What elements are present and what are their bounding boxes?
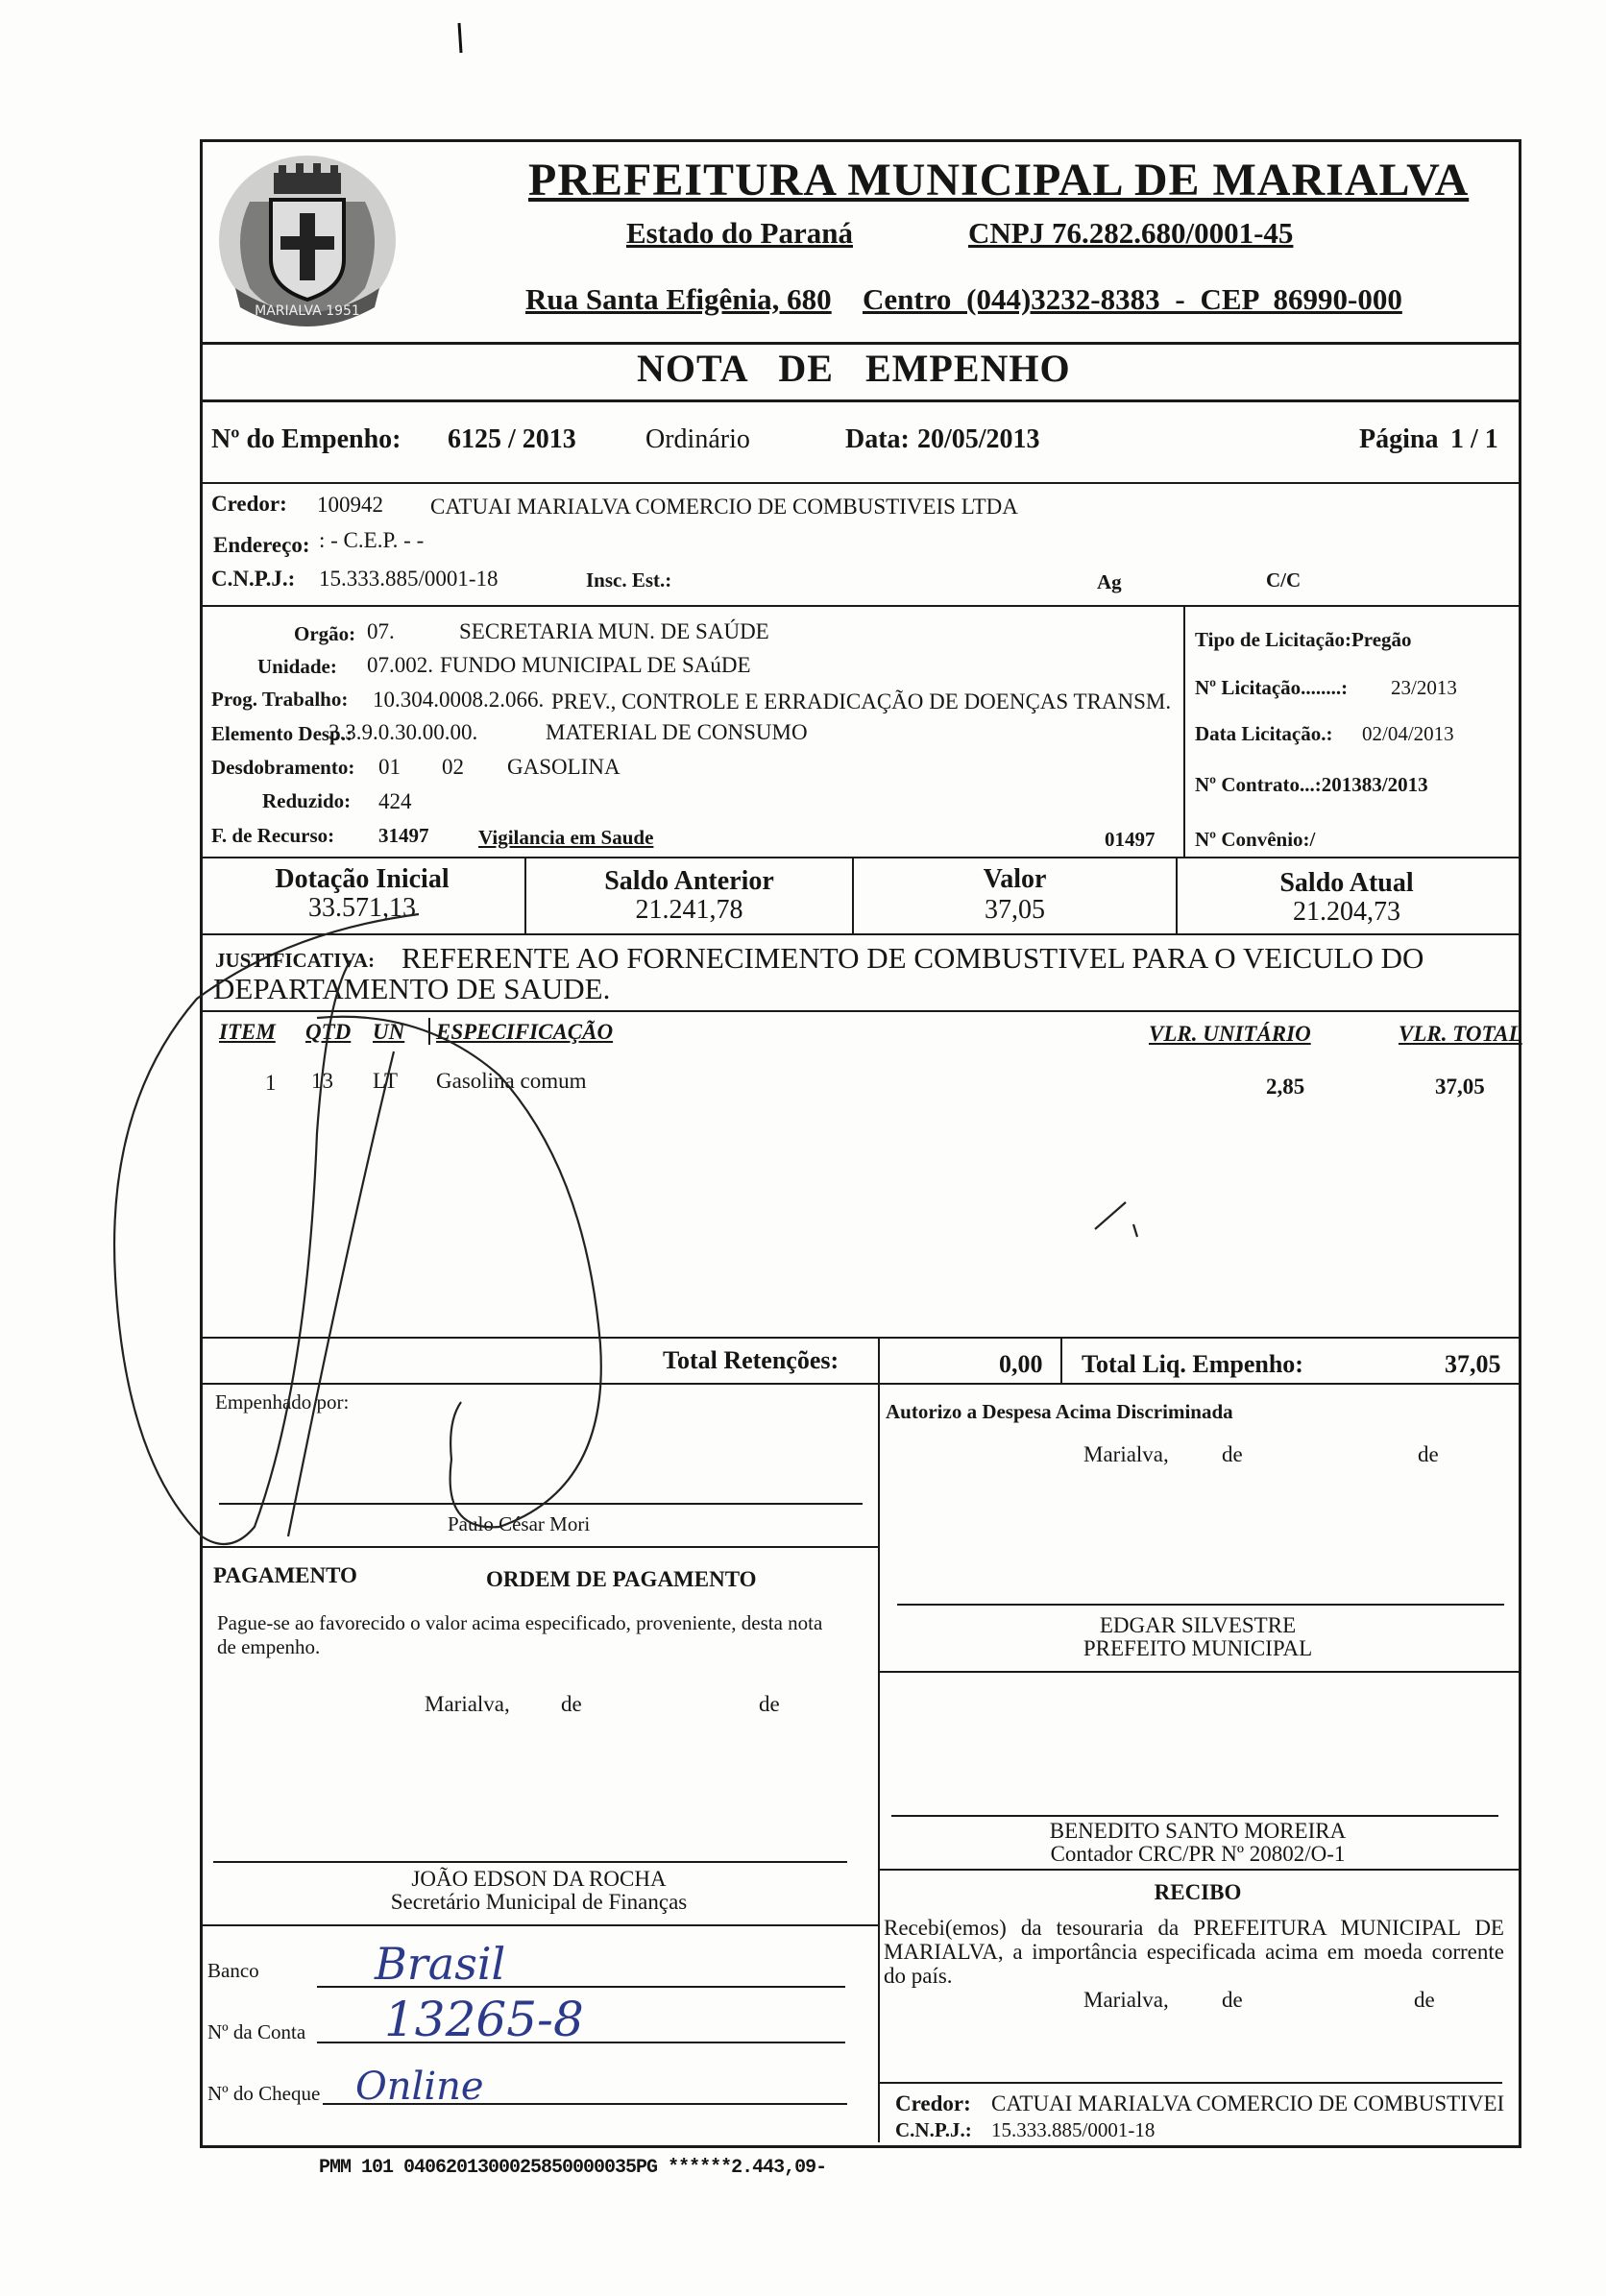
- header-cnpj: CNPJ 76.282.680/0001-45: [968, 216, 1294, 250]
- credor-cnpj: 15.333.885/0001-18: [319, 567, 499, 591]
- header-title: PREFEITURA MUNICIPAL DE MARIALVA: [528, 155, 1470, 205]
- total-liquido-value: 37,05: [1445, 1350, 1501, 1378]
- footer-credor: CATUAI MARIALVA COMERCIO DE COMBUSTIVEI: [991, 2091, 1505, 2115]
- row-vlr-unit: 2,85: [1266, 1075, 1305, 1099]
- ordem-pagamento-label: ORDEM DE PAGAMENTO: [486, 1567, 757, 1591]
- footer-cnpj: 15.333.885/0001-18: [991, 2118, 1156, 2141]
- prefeito-role: PREFEITO MUNICIPAL: [1083, 1636, 1313, 1660]
- pagamento-de1: de: [561, 1692, 582, 1716]
- elemento-name: MATERIAL DE CONSUMO: [546, 720, 808, 744]
- prog-label: Prog. Trabalho:: [211, 688, 349, 711]
- dotacao-value: 33.571,13: [308, 893, 416, 923]
- cheque-label: Nº do Cheque: [207, 2082, 321, 2105]
- data-licitacao: 02/04/2013: [1362, 722, 1454, 745]
- row-un: LT: [373, 1069, 398, 1093]
- conta-value: 13265-8: [384, 1992, 584, 2047]
- saldo-atual-label: Saldo Atual: [1279, 868, 1414, 898]
- unidade-name: FUNDO MUNICIPAL DE SAúDE: [440, 653, 751, 677]
- ag-label: Ag: [1097, 570, 1122, 593]
- autorizo-de1: de: [1222, 1442, 1243, 1466]
- empenho-number: 6125 / 2013: [448, 424, 576, 454]
- pagamento-place: Marialva,: [425, 1692, 510, 1716]
- banco-value: Brasil: [375, 1938, 506, 1990]
- insc-est-label: Insc. Est.:: [586, 568, 672, 592]
- machine-line: PMM 101 0406201300025850000035PG ******2.443,09-: [319, 2157, 827, 2179]
- recurso-ref: 01497: [1105, 828, 1156, 851]
- saldo-anterior-value: 21.241,78: [635, 895, 743, 925]
- valor-value: 37,05: [985, 895, 1045, 925]
- empenho-date: 20/05/2013: [917, 424, 1040, 454]
- autorizo-de2: de: [1418, 1442, 1439, 1466]
- total-retencoes-value: 0,00: [999, 1350, 1043, 1378]
- coat-of-arms-text: MARIALVA 1951: [255, 303, 360, 319]
- empenho-page: 1 / 1: [1450, 424, 1498, 454]
- empenho-page-label: Página: [1359, 424, 1439, 454]
- banco-label: Banco: [207, 1959, 259, 1982]
- contador-role: Contador CRC/PR Nº 20802/O-1: [1050, 1842, 1346, 1866]
- empenho-type: Ordinário: [645, 424, 750, 454]
- saldo-atual-value: 21.204,73: [1293, 897, 1400, 927]
- col-header-vlr-total: VLR. TOTAL: [1399, 1022, 1522, 1046]
- col-header-item: ITEM: [219, 1020, 276, 1044]
- valor-label: Valor: [983, 864, 1047, 894]
- prefeito-name: EDGAR SILVESTRE: [1099, 1613, 1297, 1637]
- orgao-label: Orgão:: [294, 622, 356, 645]
- total-liquido-label: Total Liq. Empenho:: [1082, 1350, 1303, 1378]
- recurso-label: F. de Recurso:: [211, 824, 335, 847]
- orgao-code: 07.: [367, 619, 395, 643]
- desdobramento-b: 02: [442, 755, 464, 779]
- elemento-code: 3.3.9.0.30.00.00.: [328, 720, 478, 744]
- contrato: Nº Contrato...:201383/2013: [1195, 773, 1428, 796]
- cheque-value: Online: [355, 2065, 484, 2109]
- row-vlr-total: 37,05: [1435, 1075, 1485, 1099]
- pagamento-label: PAGAMENTO: [213, 1563, 357, 1587]
- row-qtd: 13: [311, 1069, 333, 1093]
- recibo-de2: de: [1414, 1988, 1435, 2012]
- row-espec: Gasolina comum: [436, 1069, 587, 1093]
- data-licitacao-label: Data Licitação.:: [1195, 722, 1333, 745]
- prog-code: 10.304.0008.2.066.: [373, 688, 545, 712]
- empenho-date-label: Data:: [845, 424, 910, 454]
- elemento-label: Elemento Desp.:: [211, 722, 353, 745]
- unidade-label: Unidade:: [257, 655, 337, 678]
- contador-name: BENEDITO SANTO MOREIRA: [1049, 1819, 1347, 1843]
- credor-name: CATUAI MARIALVA COMERCIO DE COMBUSTIVEIS LTDA: [430, 495, 1018, 519]
- recurso-code: 31497: [378, 824, 429, 847]
- col-header-qtd: QTD: [305, 1020, 352, 1044]
- pagamento-text: Pague-se ao favorecido o valor acima especificado, proveniente, desta nota de empenho.: [217, 1611, 823, 1658]
- col-header-vlr-unit: VLR. UNITÁRIO: [1149, 1022, 1311, 1046]
- justificativa-line1: REFERENTE AO FORNECIMENTO DE COMBUSTIVEL PARA O VEICULO DO: [402, 941, 1424, 975]
- conta-label: Nº da Conta: [207, 2020, 306, 2043]
- recurso-name: Vigilancia em Saude: [478, 826, 654, 849]
- pagamento-de2: de: [759, 1692, 780, 1716]
- desdobramento-label: Desdobramento:: [211, 756, 355, 779]
- numero-licitacao: 23/2013: [1391, 676, 1457, 699]
- prog-name: PREV., CONTROLE E ERRADICAÇÃO DE DOENÇAS TRANSM.: [551, 689, 1172, 713]
- empenhado-label: Empenhado por:: [215, 1390, 350, 1414]
- recibo-label: RECIBO: [1154, 1880, 1242, 1904]
- reduzido-label: Reduzido:: [262, 789, 352, 812]
- unidade-code: 07.002.: [367, 653, 433, 677]
- secretario-name: JOÃO EDSON DA ROCHA: [411, 1867, 667, 1891]
- cc-label: C/C: [1266, 568, 1302, 592]
- desdobramento-name: GASOLINA: [507, 755, 620, 779]
- credor-label: Credor:: [211, 492, 287, 516]
- autorizo-label: Autorizo a Despesa Acima Discriminada: [886, 1400, 1233, 1423]
- empenho-number-label: Nº do Empenho:: [211, 424, 402, 454]
- total-retencoes-label: Total Retenções:: [663, 1346, 840, 1374]
- convenio: Nº Convênio:/: [1195, 828, 1316, 851]
- header-address: Rua Santa Efigênia, 680: [525, 282, 832, 316]
- empenhado-name: Paulo César Mori: [448, 1512, 591, 1535]
- col-header-un: UN: [373, 1020, 405, 1044]
- row-item: 1: [265, 1071, 277, 1095]
- recibo-place: Marialva,: [1083, 1988, 1169, 2012]
- desdobramento-a: 01: [378, 755, 401, 779]
- col-header-espec: ESPECIFICAÇÃO: [436, 1020, 614, 1044]
- header-district-phone-cep: Centro (044)3232-8383 - CEP 86990-000: [863, 282, 1402, 316]
- doc-title: NOTA DE EMPENHO: [637, 347, 1071, 390]
- secretario-role: Secretário Municipal de Finanças: [390, 1890, 688, 1914]
- autorizo-place: Marialva,: [1083, 1442, 1169, 1466]
- credor-cnpj-label: C.N.P.J.:: [211, 567, 296, 591]
- tipo-licitacao: Tipo de Licitação:Pregão: [1195, 628, 1412, 651]
- justificativa-label: JUSTIFICATIVA:: [215, 949, 376, 972]
- recibo-text: Recebi(emos) da tesouraria da PREFEITURA MUNICIPAL DE MARIALVA, a importância especificada acima em moeda corrente do país.: [884, 1916, 1504, 1988]
- address-label: Endereço:: [213, 533, 310, 557]
- orgao-name: SECRETARIA MUN. DE SAÚDE: [459, 619, 769, 643]
- footer-cnpj-label: C.N.P.J.:: [895, 2118, 972, 2141]
- dotacao-label: Dotação Inicial: [275, 864, 450, 894]
- credor-code: 100942: [317, 493, 383, 517]
- header-state: Estado do Paraná: [626, 216, 853, 250]
- footer-credor-label: Credor:: [895, 2091, 971, 2115]
- recibo-de1: de: [1222, 1988, 1243, 2012]
- numero-licitacao-label: Nº Licitação........:: [1195, 676, 1349, 699]
- saldo-anterior-label: Saldo Anterior: [604, 866, 774, 896]
- justificativa-line2: DEPARTAMENTO DE SAUDE.: [213, 972, 611, 1005]
- reduzido-value: 424: [378, 789, 412, 813]
- credor-address: : - C.E.P. - -: [319, 528, 425, 552]
